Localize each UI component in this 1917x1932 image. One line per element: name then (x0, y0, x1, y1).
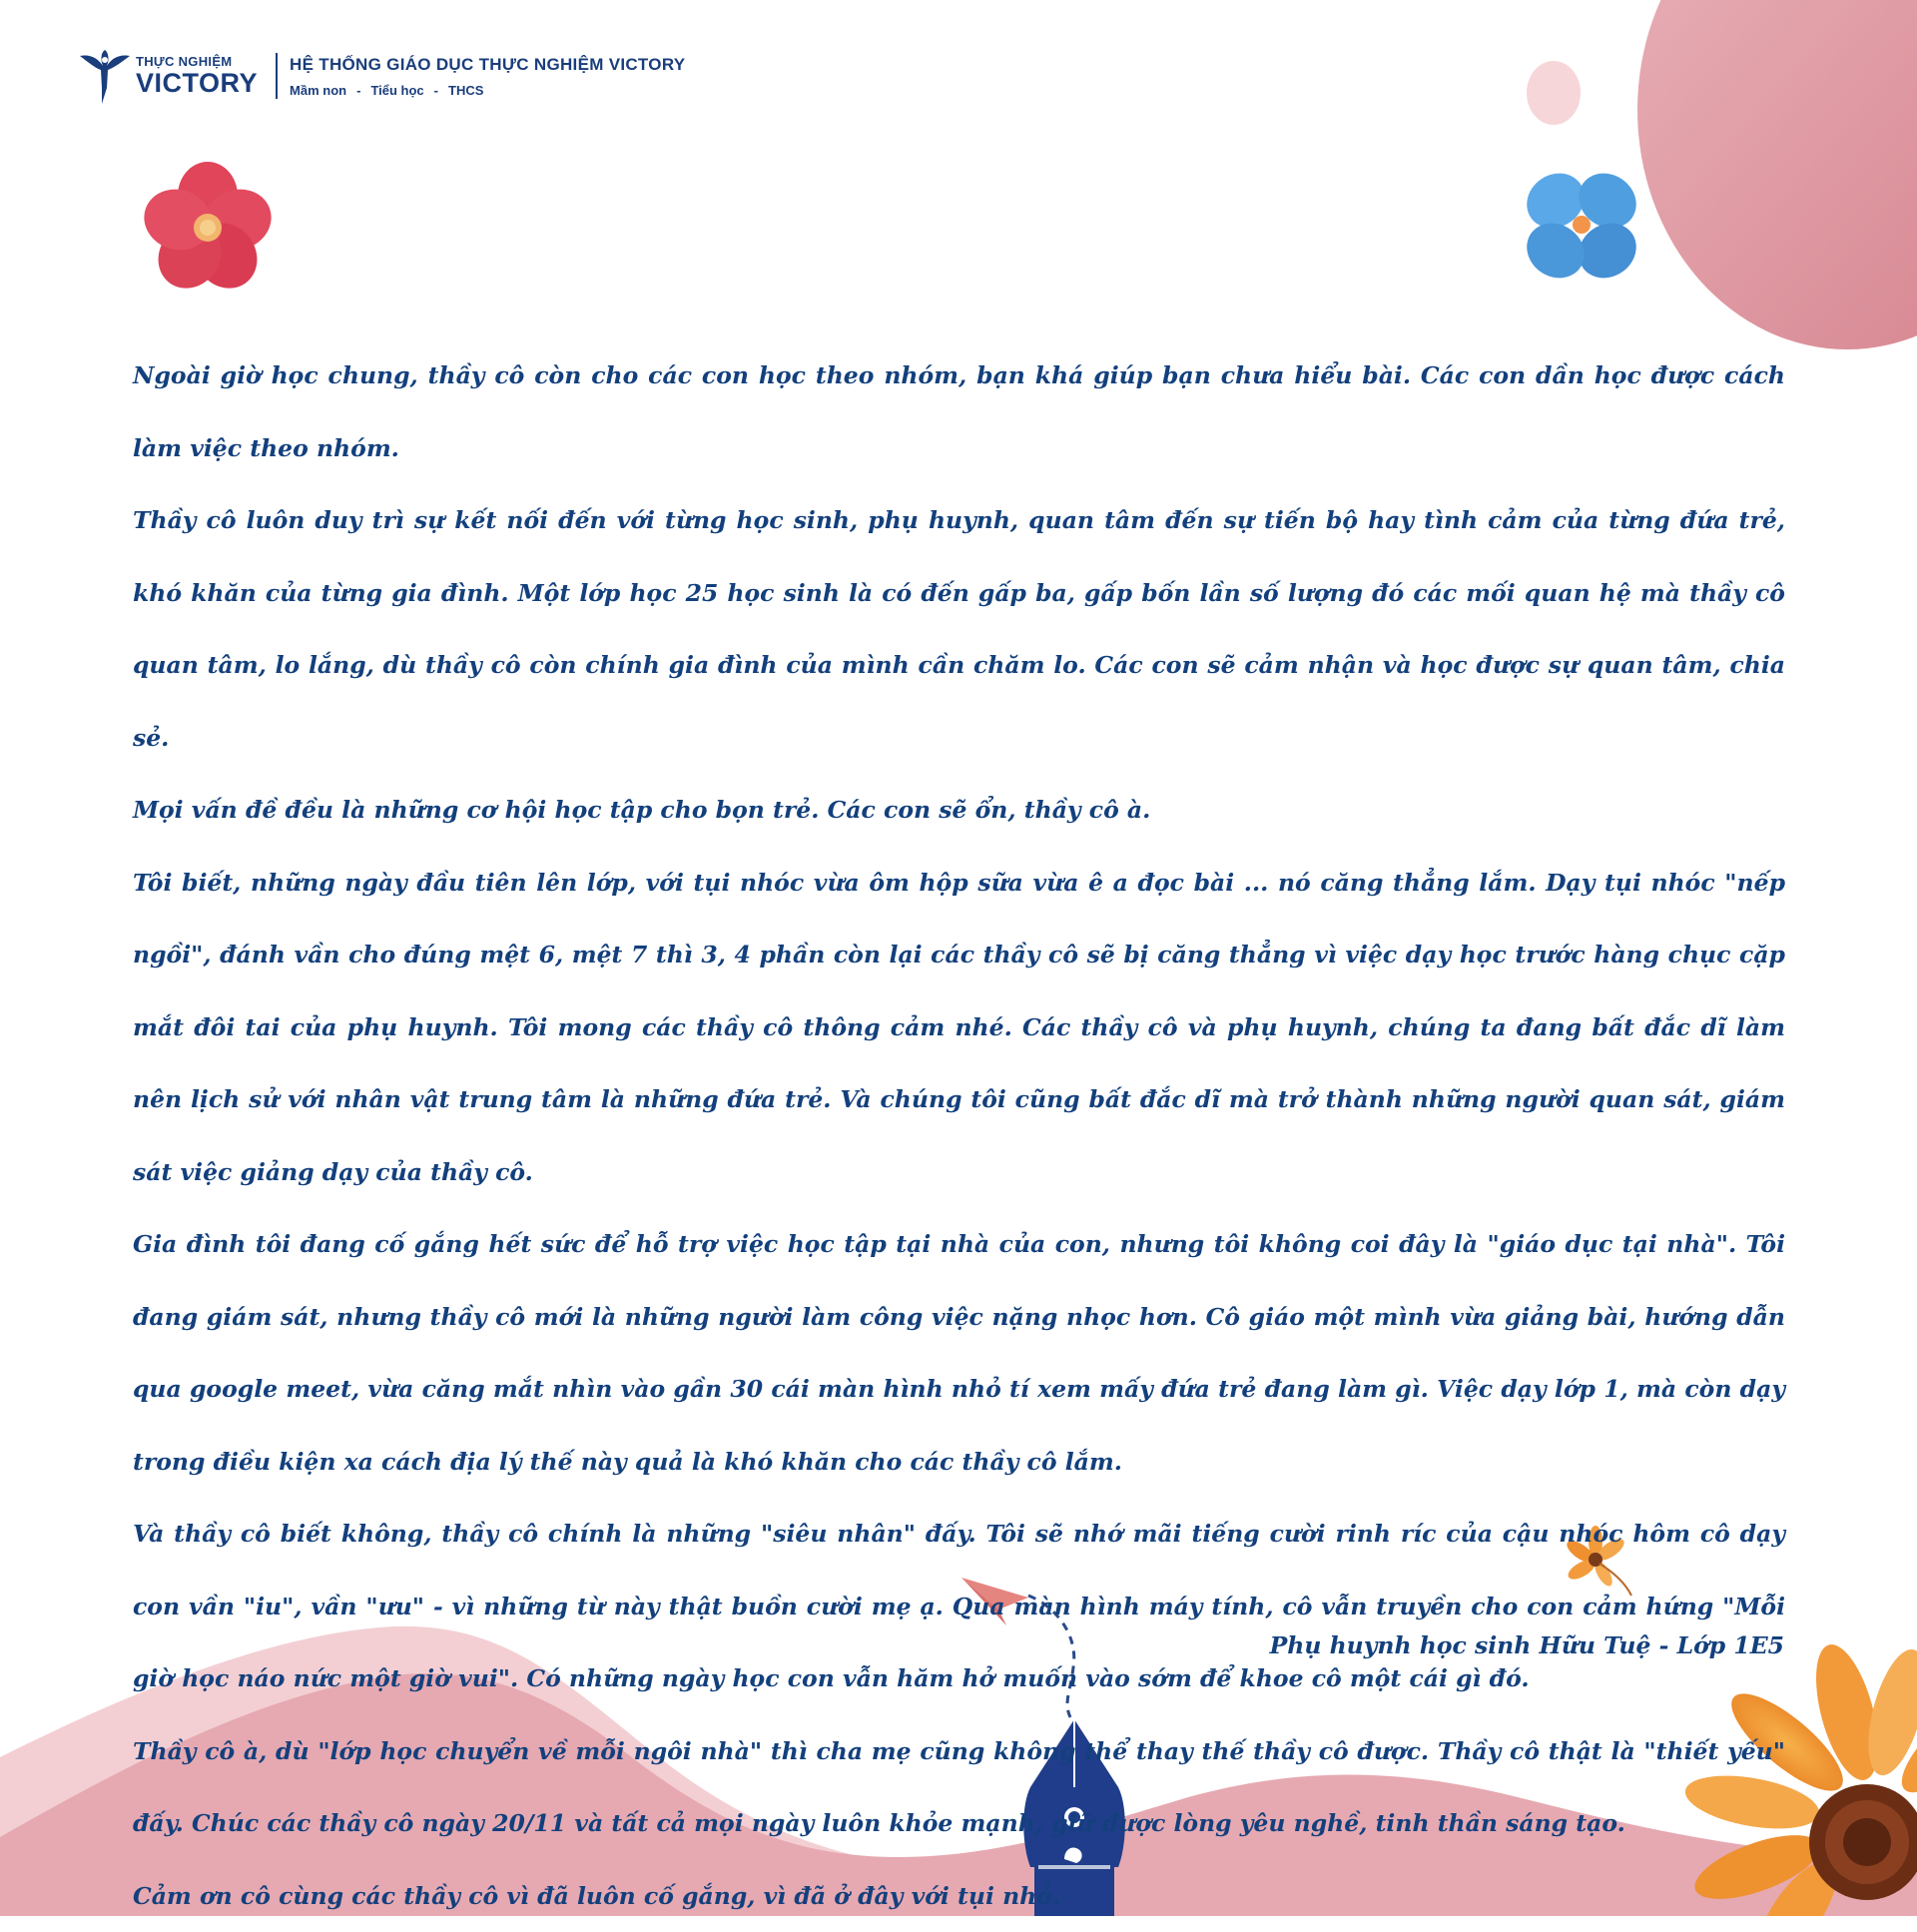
letter-paragraph: Gia đình tôi đang cố gắng hết sức để hỗ trợ việc học tập tại nhà của con, nhưng tôi không coi đây là "giáo dục tại nhà". Tôi đang giám sát, nhưng thầy cô mới là những người làm công việc nặng nhọc hơn. Cô giáo một mình vừa giảng bài, hướng dẫn qua google meet, vừa căng mắt nhìn vào gần 30 cái màn hình nhỏ tí xem mấy đứa trẻ đang làm gì. Việc dạy lớp 1, mà còn dạy trong điều kiện xa cách địa lý thế này quả là khó khăn cho các thầy cô lắm. (133, 1208, 1785, 1498)
blue-flower-icon (1517, 162, 1647, 289)
letter-paragraph: Tôi biết, những ngày đầu tiên lên lớp, với tụi nhóc vừa ôm hộp sữa vừa ê a đọc bài ... nó căng thẳng lắm. Dạy tụi nhóc "nếp ngồi", đánh vần cho đúng mệt 6, mệt 7 thì 3, 4 phần còn lại các thầy cô sẽ bị căng thẳng vì việc dạy học trước hàng chục cặp mắt đôi tai của phụ huynh. Tôi mong các thầy cô thông cảm nhé. Các thầy cô và phụ huynh, chúng ta đang bất đắc dĩ làm nên lịch sử với nhân vật trung tâm là những đứa trẻ. Và chúng tôi cũng bất đắc dĩ mà trở thành những người quan sát, giám sát việc giảng dạy của thầy cô. (133, 847, 1785, 1209)
pink-circle-decoration (1637, 0, 1917, 349)
header (80, 46, 685, 106)
level-secondary: THCS (448, 83, 483, 98)
letter-paragraph: Thầy cô à, dù "lớp học chuyển về mỗi ngôi nhà" thì cha mẹ cũng không thể thay thế thầy cô được. Thầy cô thật là "thiết yếu" đấy. Chúc các thầy cô ngày 20/11 và tất cả mọi ngày luôn khỏe mạnh, giữ được lòng yêu nghề, tinh thần sáng tạo. (133, 1715, 1785, 1860)
education-levels (290, 83, 685, 98)
letter-paragraph: Mọi vấn đề đều là những cơ hội học tập cho bọn trẻ. Các con sẽ ổn, thầy cô à. (133, 774, 1785, 847)
header-divider (276, 53, 278, 99)
logo (80, 48, 258, 104)
logo-top-text: THỰC NGHIỆM (136, 55, 258, 68)
letter-paragraph: Và thầy cô biết không, thầy cô chính là những "siêu nhân" đấy. Tôi sẽ nhớ mãi tiếng cười rinh ríc của cậu nhóc hôm cô dạy con vần "iu", vần "ưu" - vì những từ này thật buồn cười mẹ ạ. Qua màn hình máy tính, cô vẫn truyền cho con cảm hứng "Mỗi giờ học náo nức một giờ vui". Có những ngày học con vẫn hăm hở muốn vào sớm để khoe cô một cái gì đó. (133, 1498, 1785, 1715)
letter-body (133, 339, 1785, 1932)
organization (290, 55, 685, 98)
small-pink-oval (1527, 61, 1581, 125)
victory-angel-logo (80, 48, 130, 104)
level-preschool: Mầm non (290, 83, 346, 98)
organization-name: HỆ THỐNG GIÁO DỤC THỰC NGHIỆM VICTORY (290, 55, 685, 75)
level-primary: Tiểu học (370, 83, 423, 98)
letter-paragraph: Thầy cô luôn duy trì sự kết nối đến với từng học sinh, phụ huynh, quan tâm đến sự tiến bộ hay tình cảm của từng đứa trẻ, khó khăn của từng gia đình. Một lớp học 25 học sinh là có đến gấp ba, gấp bốn lần số lượng đó các mối quan hệ mà thầy cô quan tâm, lo lắng, dù thầy cô còn chính gia đình của mình cần chăm lo. Các con sẽ cảm nhận và học được sự quan tâm, chia sẻ. (133, 484, 1785, 774)
level-separator: - (434, 83, 438, 98)
level-separator: - (356, 83, 360, 98)
red-flower-icon (136, 162, 279, 301)
logo-bottom-text: VICTORY (136, 70, 258, 97)
letter-paragraph: Cảm ơn cô cùng các thầy cô vì đã luôn cố gắng, vì đã ở đây với tụi nhỏ. (133, 1860, 1785, 1932)
letter-paragraph: Ngoài giờ học chung, thầy cô còn cho các con học theo nhóm, bạn khá giúp bạn chưa hiểu bài. Các con dần học được cách làm việc theo nhóm. (133, 339, 1785, 484)
letter-signature: Phụ huynh học sinh Hữu Tuệ - Lớp 1E5 (1270, 1631, 1784, 1659)
